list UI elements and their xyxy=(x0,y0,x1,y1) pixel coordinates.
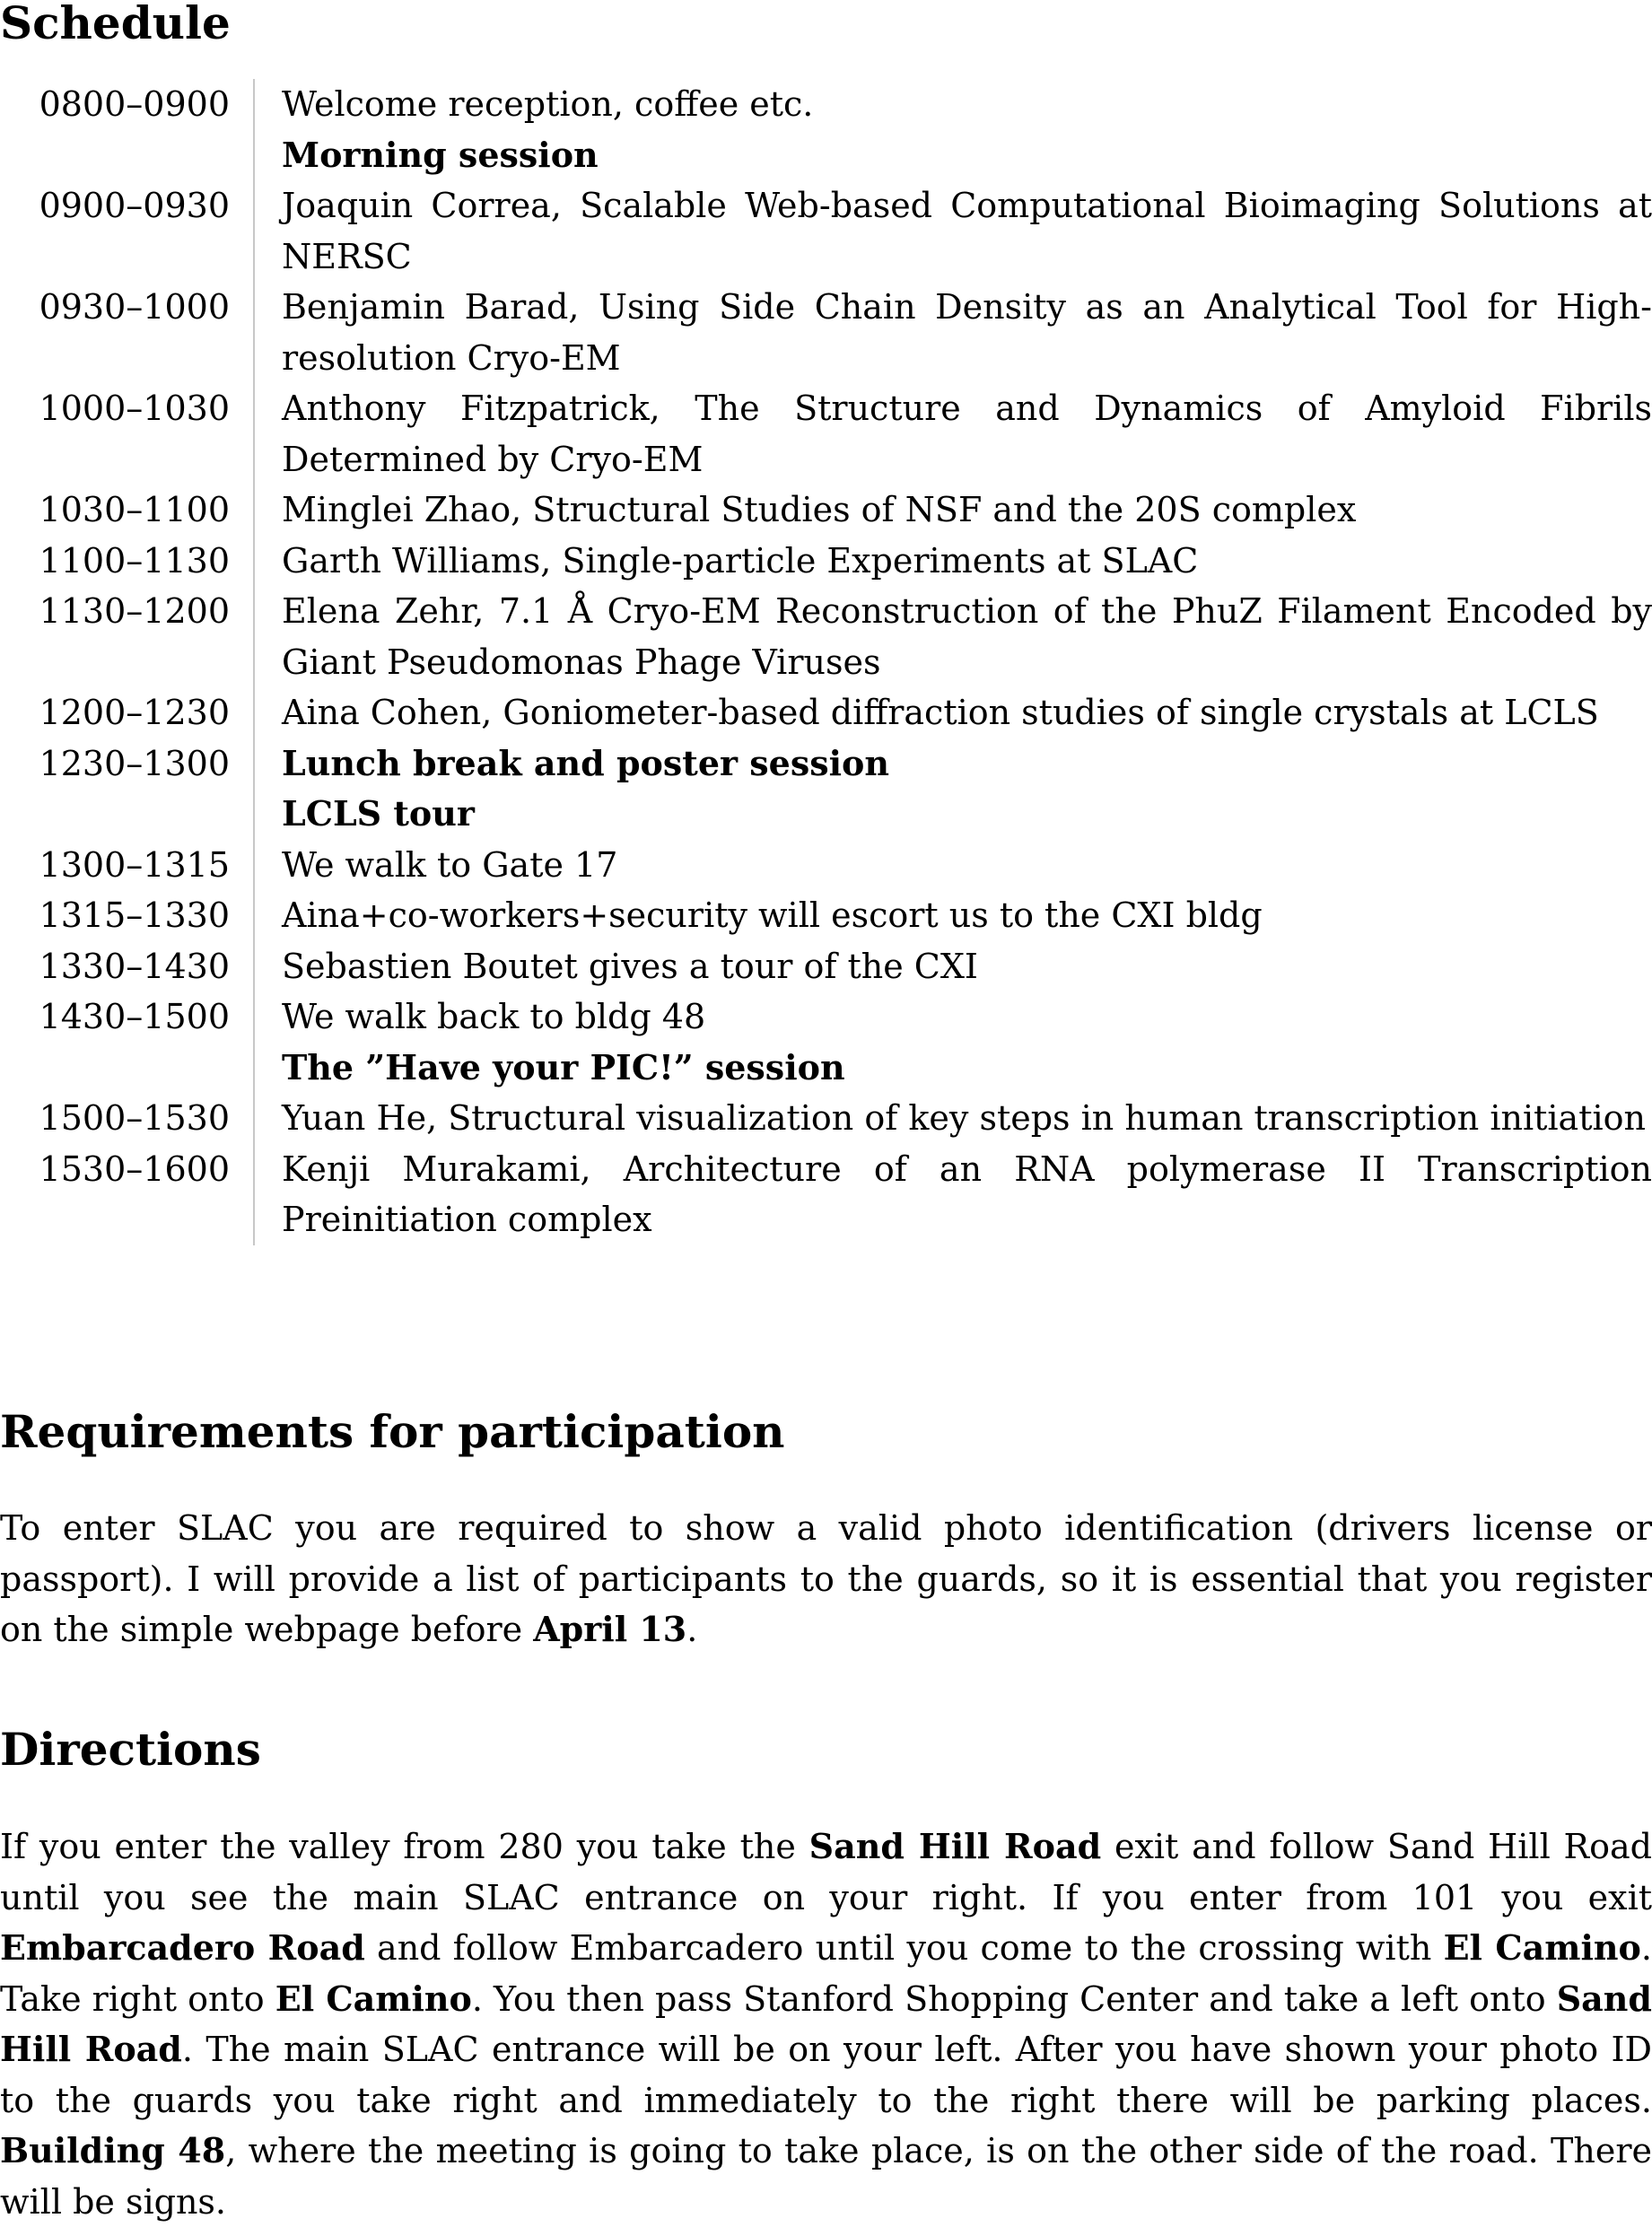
schedule-time xyxy=(0,1043,254,1094)
schedule-entry: Anthony Fitzpatrick, The Structure and Dynamics of Amyloid Fibrils Determined by Cryo-EM xyxy=(254,383,1652,485)
schedule-entry: Aina+co-workers+security will escort us to the CXI bldg xyxy=(254,890,1652,941)
schedule-time: 0930–1000 xyxy=(39,287,230,327)
schedule-row xyxy=(0,941,1652,992)
schedule-row xyxy=(0,1144,1652,1245)
requirements-heading: Requirements for participation xyxy=(0,1405,785,1458)
schedule-row xyxy=(0,890,1652,941)
directions-text-5: . You then pass Stanford Shopping Center and take a left onto xyxy=(471,1978,1557,2019)
directions-el-camino-1: El Camino xyxy=(1443,1927,1641,1968)
schedule-row xyxy=(0,485,1652,536)
directions-building-48: Building 48 xyxy=(0,2130,226,2170)
schedule-time: 1200–1230 xyxy=(39,693,230,732)
schedule-entry: We walk to Gate 17 xyxy=(254,840,1652,891)
schedule-entry: Joaquin Correa, Scalable Web-based Computational Bioimaging Solutions at NERSC xyxy=(254,180,1652,282)
schedule-time: 0900–0930 xyxy=(39,186,230,225)
schedule-row xyxy=(0,536,1652,587)
schedule-entry: Sebastien Boutet gives a tour of the CXI xyxy=(254,941,1652,992)
directions-text-7: , where the meeting is going to take place, is on the other side of the road. There will be signs. xyxy=(0,2131,1652,2222)
schedule-row xyxy=(0,738,1652,790)
schedule-row xyxy=(0,1043,1652,1094)
schedule-row xyxy=(0,789,1652,840)
schedule-entry: Benjamin Barad, Using Side Chain Density as an Analytical Tool for High-resolution Cryo-EM xyxy=(254,282,1652,383)
schedule-row xyxy=(0,180,1652,282)
schedule-time: 1430–1500 xyxy=(39,997,230,1036)
schedule-time: 1030–1100 xyxy=(39,490,230,529)
directions-text-1: If you enter the valley from 280 you take the xyxy=(0,1827,809,1866)
schedule-body xyxy=(0,79,1652,1245)
schedule-time: 1230–1300 xyxy=(39,743,230,783)
schedule-time xyxy=(0,130,254,181)
schedule-row xyxy=(0,282,1652,383)
schedule-entry: Elena Zehr, 7.1 Å Cryo-EM Reconstruction of the PhuZ Filament Encoded by Giant Pseudomonas Phage Viruses xyxy=(254,586,1652,687)
schedule-session-title: LCLS tour xyxy=(254,789,1652,840)
directions-sand-hill-road-1: Sand Hill Road xyxy=(809,1826,1102,1866)
schedule-row xyxy=(0,586,1652,687)
schedule-heading: Schedule xyxy=(0,0,231,49)
directions-sand-hill-road-2: Sand Hill Road xyxy=(0,1978,1652,2069)
schedule-time: 1330–1430 xyxy=(39,946,230,986)
schedule-time: 1000–1030 xyxy=(39,389,230,428)
schedule-session-title: The ”Have your PIC!” session xyxy=(254,1043,1652,1094)
schedule-entry: Kenji Murakami, Architecture of an RNA polymerase II Transcription Preinitiation complex xyxy=(254,1144,1652,1245)
schedule-time: 0800–0900 xyxy=(39,84,230,124)
directions-embarcadero-road: Embarcadero Road xyxy=(0,1927,365,1968)
schedule-time: 1100–1130 xyxy=(39,540,230,581)
schedule-entry: Garth Williams, Single-particle Experiments at SLAC xyxy=(254,536,1652,587)
schedule-time: 1530–1600 xyxy=(39,1148,230,1189)
schedule-session-title: Lunch break and poster session xyxy=(254,738,1652,790)
schedule-time: 1130–1200 xyxy=(39,591,230,631)
directions-text-6: . The main SLAC entrance will be on your left. After you have shown your photo ID to the guards you take right and immediately to the right there will be parking places. xyxy=(0,2030,1652,2120)
schedule-row xyxy=(0,130,1652,181)
schedule-session-title: Morning session xyxy=(254,130,1652,181)
directions-text-4: . Take right onto xyxy=(0,1928,1652,2019)
schedule-table xyxy=(0,79,1652,1245)
schedule-time: 1315–1330 xyxy=(39,895,230,935)
schedule-entry: Aina Cohen, Goniometer-based diffraction studies of single crystals at LCLS xyxy=(254,687,1652,738)
schedule-time xyxy=(0,789,254,840)
schedule-entry: Minglei Zhao, Structural Studies of NSF and the 20S complex xyxy=(254,485,1652,536)
requirements-paragraph xyxy=(0,1503,1652,1655)
schedule-row xyxy=(0,840,1652,891)
registration-deadline: April 13 xyxy=(533,1609,687,1649)
schedule-row xyxy=(0,991,1652,1043)
requirements-text-2: . xyxy=(686,1610,698,1649)
schedule-entry: We walk back to bldg 48 xyxy=(254,991,1652,1043)
directions-el-camino-2: El Camino xyxy=(275,1978,472,2019)
directions-text-2: exit and follow Sand Hill Road until you see the main SLAC entrance on your right. If you enter from 101 you exit xyxy=(0,1827,1652,1917)
schedule-row xyxy=(0,79,1652,130)
directions-heading: Directions xyxy=(0,1723,261,1776)
schedule-row xyxy=(0,687,1652,738)
schedule-row xyxy=(0,1093,1652,1144)
schedule-time: 1500–1530 xyxy=(39,1098,230,1138)
directions-text-3: and follow Embarcadero until you come to the crossing with xyxy=(364,1928,1444,1968)
schedule-time: 1300–1315 xyxy=(39,844,230,885)
directions-paragraph xyxy=(0,1821,1652,2227)
requirements-text-1: To enter SLAC you are required to show a valid photo identification (drivers license or passport). I will provide a list of participants to the guards, so it is essential that you register on the simple webpage before xyxy=(0,1508,1652,1649)
schedule-entry: Yuan He, Structural visualization of key steps in human transcription initiation xyxy=(254,1093,1652,1144)
schedule-entry: Welcome reception, coffee etc. xyxy=(254,79,1652,130)
schedule-row xyxy=(0,383,1652,485)
